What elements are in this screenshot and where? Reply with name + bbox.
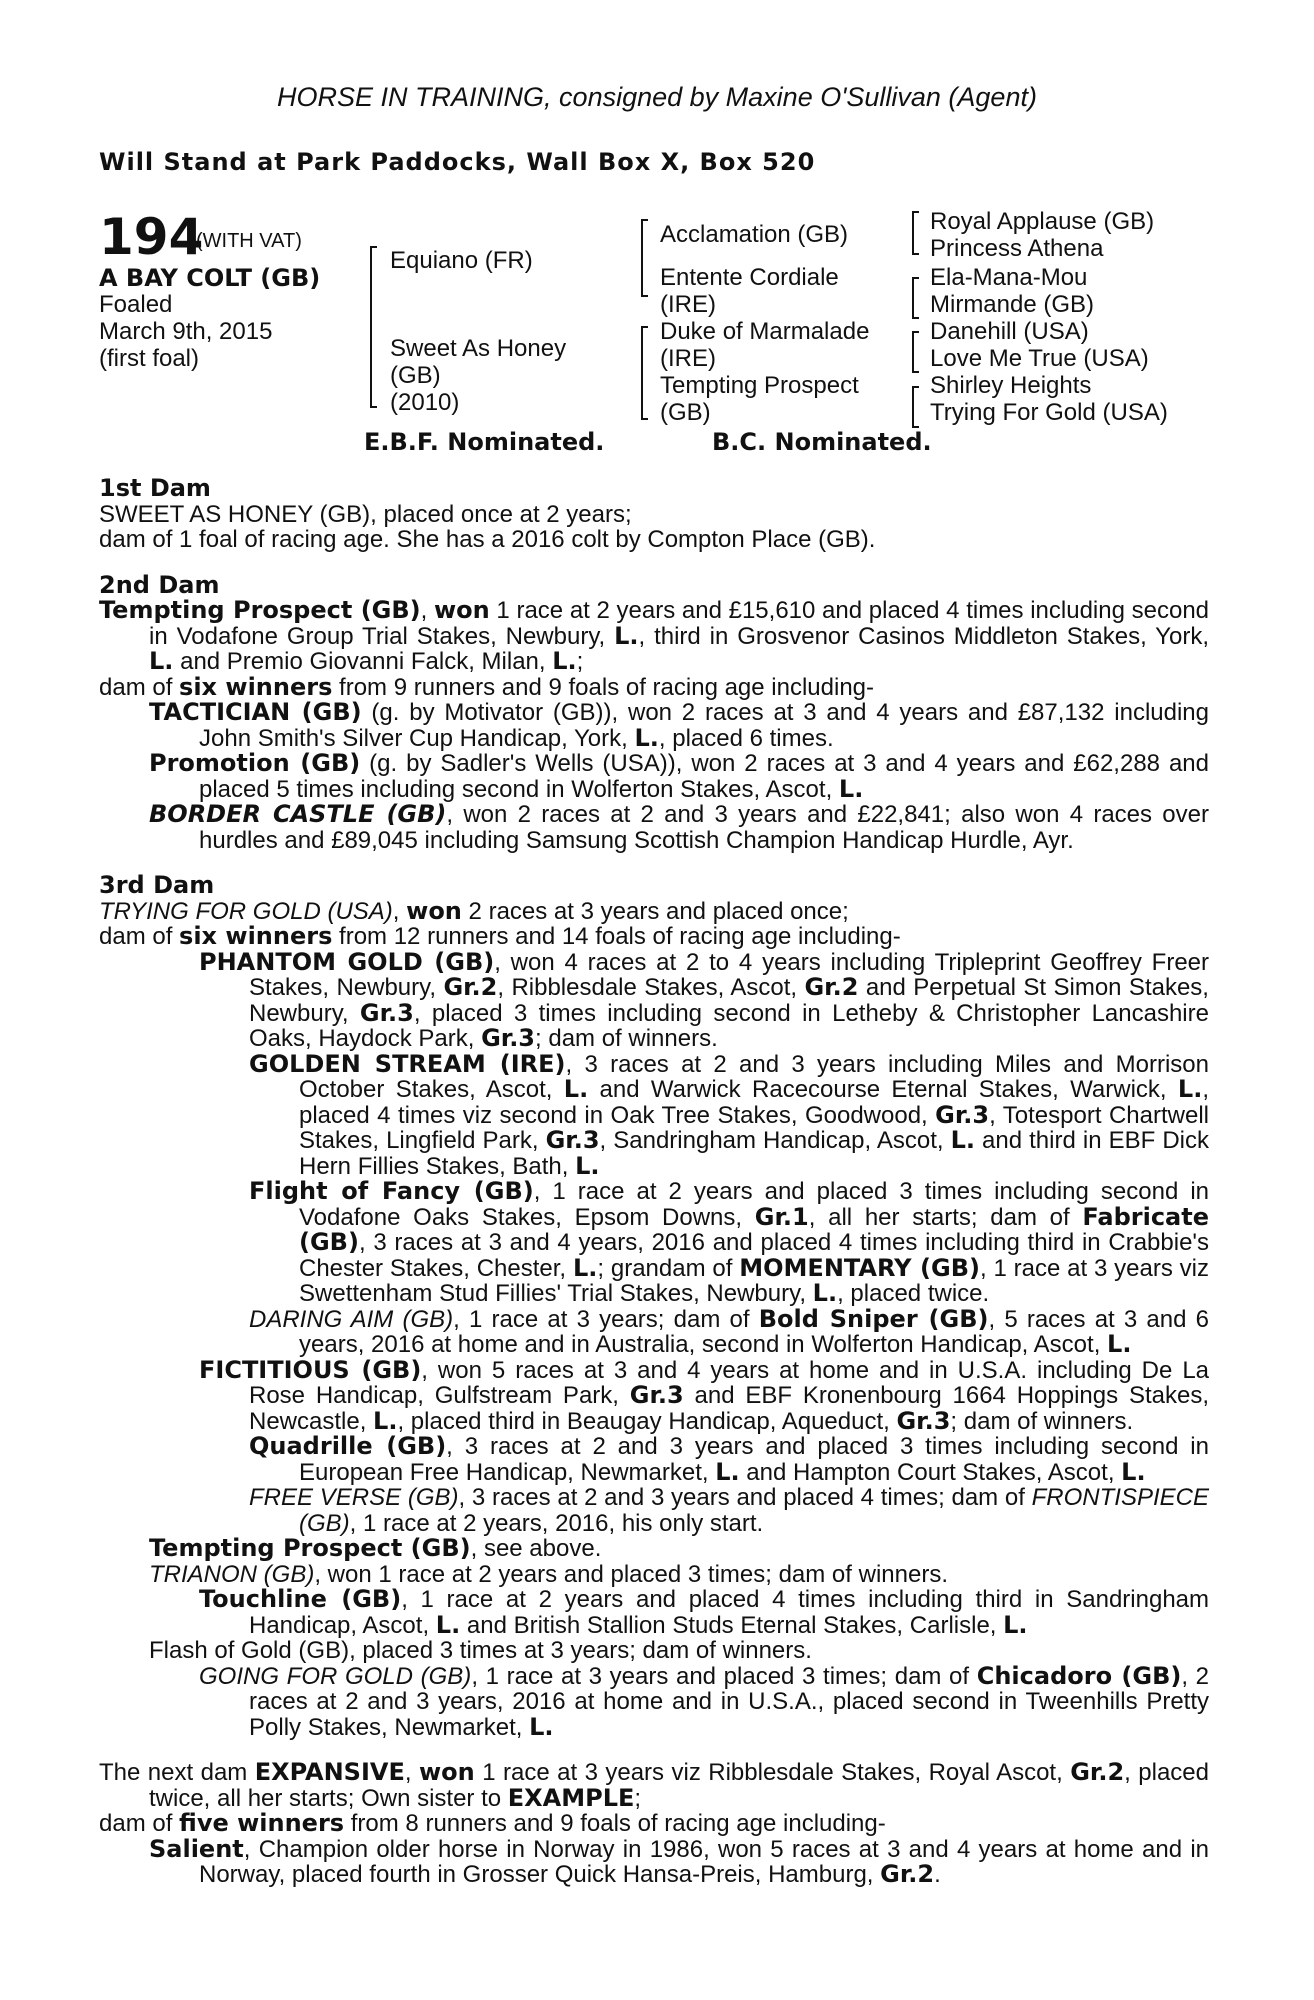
gen3-dsd: Love Me True (USA): [930, 345, 1149, 372]
dam-origin: (GB): [390, 362, 441, 389]
gen3-dss: Danehill (USA): [930, 318, 1089, 345]
brace-generation-1: [370, 246, 372, 408]
horse-name: A BAY COLT (GB): [99, 264, 321, 292]
second-dam-entry: Tempting Prospect (GB), won 1 race at 2 years and £15,610 and placed 4 times including second in Vodafone Group Trial Stakes, Newbury, L., third in Grosvenor Casinos Middleton Stakes, York, L. and Premio Giovanni Falck, Milan, L.;: [99, 596, 1210, 675]
brace-sire-side: [641, 219, 643, 297]
brace-gen3-1: [912, 211, 914, 255]
ebf-nomination: E.B.F. Nominated.: [364, 428, 605, 456]
produce-golden-stream: GOLDEN STREAM (IRE), 3 races at 2 and 3 years including Miles and Morrison October Stakes, Ascot, L. and Warwick Racecourse Eternal Stakes, Warwick, L., placed 4 times viz second in Oak Tree Stakes, Goodwood, Gr.3, Totesport Chartwell Stakes, Lingfield Park, Gr.3, Sandringham Handicap, Ascot, L. and third in EBF Dick Hern Fillies Stakes, Bath, L.: [249, 1049, 1210, 1180]
produce-free-verse: FREE VERSE (GB), 3 races at 2 and 3 years and placed 4 times; dam of FRONTISPIECE (GB), 1 race at 2 years, 2016, his only start.: [249, 1484, 1209, 1537]
produce-flight-of-fancy: Flight of Fancy (GB), 1 race at 2 years and placed 3 times including second in Vodafone Oaks Stakes, Epsom Downs, Gr.1, all her starts; dam of Fabricate (GB), 3 races at 3 and 4 years, 2016 and placed 4 times including third in Crabbie's Chester Stakes, Chester, L.; grandam of MOMENTARY (GB), 1 race at 3 years viz Swettenham Stud Fillies' Trial Stakes, Newbury, L., placed twice.: [249, 1177, 1210, 1307]
produce-tempting-prospect: Tempting Prospect (GB), see above.: [149, 1534, 602, 1562]
produce-fictitious: FICTITIOUS (GB), won 5 races at 3 and 4 years at home and in U.S.A. including De La Rose Handicap, Gulfstream Park, Gr.3 and EBF Kronenbourg 1664 Hoppings Stakes, Newcastle, L., placed third in Beaugay Handicap, Aqueduct, Gr.3; dam of winners.: [199, 1355, 1210, 1435]
produce-trianon: TRIANON (GB), won 1 race at 2 years and placed 3 times; dam of winners.: [149, 1560, 948, 1588]
second-dam-heading: 2nd Dam: [99, 570, 220, 599]
dam-dam: Tempting Prospect: [660, 372, 859, 399]
stand-location: Will Stand at Park Paddocks, Wall Box X, Box 520: [99, 148, 816, 176]
sire-dam: Entente Cordiale: [660, 264, 839, 291]
sire-dam-origin: (IRE): [660, 291, 716, 318]
gen3-ssd: Princess Athena: [930, 235, 1104, 262]
first-dam-line: SWEET AS HONEY (GB), placed once at 2 years;: [99, 500, 632, 528]
foaled-label: Foaled: [99, 291, 173, 318]
next-dam-entry: The next dam EXPANSIVE, won 1 race at 3 years viz Ribblesdale Stakes, Royal Ascot, Gr.2, placed twice, all her starts; Own sister to EXAMPLE;: [99, 1758, 1209, 1812]
produce-phantom-gold: PHANTOM GOLD (GB), won 4 races at 2 to 4 years including Tripleprint Geoffrey Freer Stakes, Newbury, Gr.2, Ribblesdale Stakes, Ascot, Gr.2 and Perpetual St Simon Stakes, Newbury, Gr.3, placed 3 times including second in Letheby & Christopher Lancashire Oaks, Haydock Park, Gr.3; dam of winners.: [199, 947, 1210, 1052]
produce-border-castle: BORDER CASTLE (GB), won 2 races at 2 and 3 years and £22,841; also won 4 races over hurdles and £89,045 including Samsung Scottish Champion Handicap Hurdle, Ayr.: [149, 800, 1209, 854]
gen3-sds: Ela-Mana-Mou: [930, 264, 1088, 291]
produce-daring-aim: DARING AIM (GB), 1 race at 3 years; dam of Bold Sniper (GB), 5 races at 3 and 6 years, 2016 at home and in Australia, second in Wolferton Handicap, Ascot, L.: [249, 1304, 1210, 1358]
first-dam-produce: dam of 1 foal of racing age. She has a 2016 colt by Compton Place (GB).: [99, 526, 876, 553]
produce-quadrille: Quadrille (GB), 3 races at 2 and 3 years and placed 3 times including second in European Free Handicap, Newmarket, L. and Hampton Court Stakes, Ascot, L.: [249, 1432, 1209, 1486]
brace-gen3-4: [912, 386, 914, 428]
dam-year: (2010): [390, 389, 460, 416]
lot-number: 194: [99, 208, 204, 266]
brace-dam-side: [641, 326, 643, 420]
produce-promotion: Promotion (GB) (g. by Sadler's Wells (USA)), won 2 races at 3 and 4 years and £62,288 and placed 5 times including second in Wolferton Stakes, Ascot, L.: [149, 749, 1209, 803]
foaled-date: March 9th, 2015: [99, 318, 273, 345]
second-dam-produce: dam of six winners from 9 runners and 9 foals of racing age including-: [99, 672, 875, 701]
gen3-sdd: Mirmande (GB): [930, 291, 1095, 318]
page-title: HORSE IN TRAINING, consigned by Maxine O'Sullivan (Agent): [277, 82, 1037, 112]
third-dam-heading: 3rd Dam: [99, 871, 215, 899]
vat-note: (WITH VAT): [196, 230, 302, 252]
produce-going-for-gold: GOING FOR GOLD (GB), 1 race at 3 years and placed 3 times; dam of Chicadoro (GB), 2 races at 2 and 3 years, 2016 at home and in U.S.A., placed second in Tweenhills Pretty Polly Stakes, Newmarket, L.: [199, 1661, 1210, 1741]
dam-sire: Duke of Marmalade: [660, 318, 870, 345]
brace-gen3-2: [912, 277, 914, 319]
third-dam-produce: dam of six winners from 12 runners and 14 foals of racing age including-: [99, 922, 901, 950]
pedigree-notes: [99, 476, 1209, 1888]
dam-dam-origin: (GB): [660, 399, 711, 426]
sire-sire: Acclamation (GB): [660, 221, 849, 248]
produce-tactician: TACTICIAN (GB) (g. by Motivator (GB)), won 2 races at 3 and 4 years and £87,132 including John Smith's Silver Cup Handicap, York, L., placed 6 times.: [149, 698, 1209, 752]
dam-name: Sweet As Honey: [390, 335, 567, 362]
produce-flash-of-gold: Flash of Gold (GB), placed 3 times at 3 years; dam of winners.: [149, 1637, 812, 1664]
first-dam-heading: 1st Dam: [99, 474, 211, 502]
gen3-ddd: Trying For Gold (USA): [930, 399, 1168, 426]
brace-gen3-3: [912, 331, 914, 373]
next-dam-produce: dam of five winners from 8 runners and 9 foals of racing age including-: [99, 1809, 886, 1837]
dam-sire-origin: (IRE): [660, 345, 716, 372]
produce-salient: Salient, Champion older horse in Norway in 1986, won 5 races at 3 and 4 years at home and in Norway, placed fourth in Grosser Quick Hansa-Preis, Hamburg, Gr.2.: [149, 1834, 1209, 1888]
gen3-sss: Royal Applause (GB): [930, 208, 1155, 235]
produce-touchline: Touchline (GB), 1 race at 2 years and placed 4 times including third in Sandringham Handicap, Ascot, L. and British Stallion Studs Eternal Stakes, Carlisle, L.: [199, 1585, 1210, 1639]
foal-note: (first foal): [99, 345, 200, 372]
bc-nomination: B.C. Nominated.: [712, 428, 932, 456]
sire-name: Equiano (FR): [390, 247, 533, 274]
third-dam-entry: TRYING FOR GOLD (USA), won 2 races at 3 years and placed once;: [99, 896, 849, 925]
gen3-dds: Shirley Heights: [930, 372, 1092, 399]
